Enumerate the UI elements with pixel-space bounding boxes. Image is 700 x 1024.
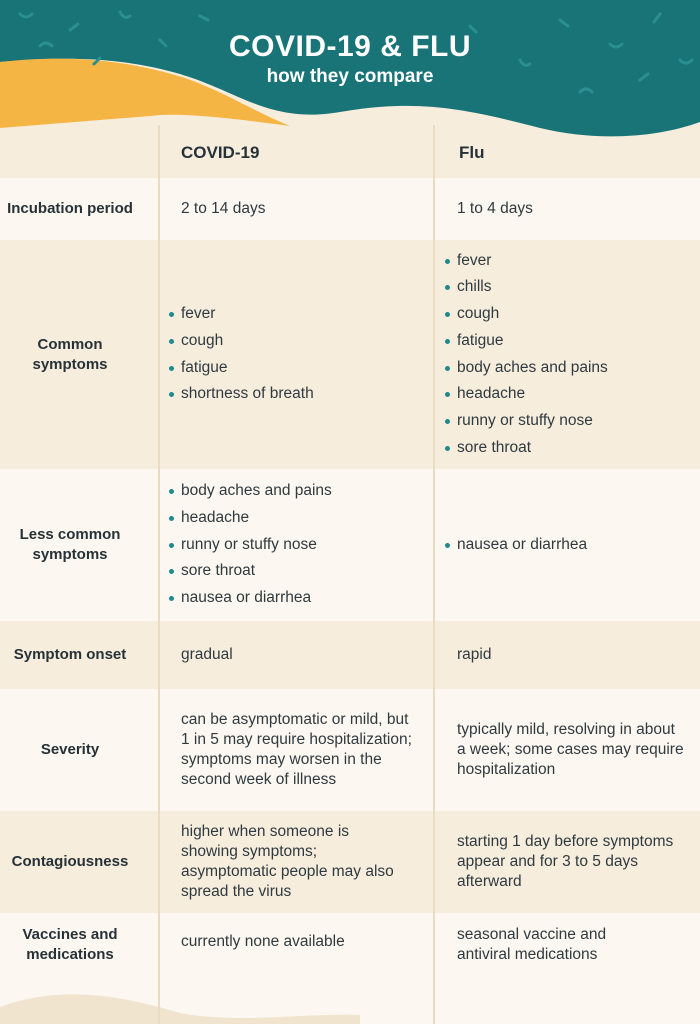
flu-column-title: Flu bbox=[459, 143, 485, 162]
row-common-symptoms bbox=[0, 240, 700, 469]
incubation-flu: 1 to 4 days bbox=[457, 200, 533, 217]
onset-flu: rapid bbox=[457, 646, 492, 663]
symptom-item: runny or stuffy nose bbox=[444, 408, 694, 435]
page-subtitle: how they compare bbox=[266, 66, 434, 87]
symptom-item: fatigue bbox=[168, 355, 428, 382]
row-label-severity: Severity bbox=[40, 741, 100, 758]
symptom-item: headache bbox=[444, 381, 694, 408]
bottom-wave-decoration bbox=[0, 985, 700, 1024]
row-label-vaccines: Vaccines and medications bbox=[22, 926, 118, 963]
symptom-item: body aches and pains bbox=[444, 355, 694, 382]
contagiousness-flu: starting 1 day before symptoms appear and for 3 to 5 days afterward bbox=[457, 833, 674, 890]
incubation-covid: 2 to 14 days bbox=[181, 200, 266, 217]
less-common-covid bbox=[168, 469, 428, 621]
contagiousness-covid: higher when someone is showing symptoms; asymptomatic people may also spread the virus bbox=[181, 823, 394, 900]
row-incubation bbox=[0, 178, 700, 240]
symptom-item: fatigue bbox=[444, 328, 694, 355]
common-flu-list bbox=[444, 248, 694, 462]
severity-covid: can be asymptomatic or mild, but 1 in 5 may require hospitalization; symptoms may worsen in the second week of illness bbox=[181, 711, 412, 788]
header-title-block bbox=[0, 30, 700, 88]
row-label-incubation: Incubation period bbox=[7, 200, 133, 217]
vaccines-flu: seasonal vaccine and antiviral medications bbox=[457, 926, 607, 963]
symptom-item: sore throat bbox=[444, 435, 694, 462]
symptom-item: cough bbox=[444, 301, 694, 328]
symptom-item: nausea or diarrhea bbox=[444, 532, 694, 559]
common-covid-list bbox=[168, 301, 428, 408]
page-title: COVID-19 & FLU bbox=[228, 30, 472, 63]
symptom-item: fever bbox=[444, 248, 694, 275]
symptom-item: headache bbox=[168, 505, 428, 532]
symptom-item: runny or stuffy nose bbox=[168, 532, 428, 559]
symptom-item: body aches and pains bbox=[168, 478, 428, 505]
row-label-common-symptoms: Common symptoms bbox=[32, 335, 108, 373]
column-divider-left bbox=[158, 125, 160, 1024]
common-symptoms-covid bbox=[168, 240, 428, 469]
onset-covid: gradual bbox=[181, 646, 233, 663]
symptom-item: sore throat bbox=[168, 558, 428, 585]
row-symptom-onset bbox=[0, 621, 700, 689]
less-common-flu-list bbox=[444, 532, 694, 559]
row-severity bbox=[0, 689, 700, 811]
symptom-item: cough bbox=[168, 328, 428, 355]
symptom-item: chills bbox=[444, 274, 694, 301]
common-symptoms-flu bbox=[444, 240, 694, 469]
severity-flu: typically mild, resolving in about a week; some cases may require hospitalization bbox=[457, 721, 684, 778]
row-less-common-symptoms bbox=[0, 469, 700, 621]
row-label-contagiousness: Contagiousness bbox=[11, 853, 129, 870]
symptom-item: nausea or diarrhea bbox=[168, 585, 428, 612]
covid-column-title: COVID-19 bbox=[181, 143, 260, 162]
symptom-item: shortness of breath bbox=[168, 381, 428, 408]
less-common-flu bbox=[444, 469, 694, 621]
row-contagiousness bbox=[0, 811, 700, 913]
symptom-item: fever bbox=[168, 301, 428, 328]
row-label-onset: Symptom onset bbox=[13, 646, 127, 663]
vaccines-covid: currently none available bbox=[181, 933, 345, 950]
less-common-covid-list bbox=[168, 478, 428, 612]
column-divider-right bbox=[433, 125, 435, 1024]
row-label-less-common: Less common symptoms bbox=[19, 526, 121, 563]
